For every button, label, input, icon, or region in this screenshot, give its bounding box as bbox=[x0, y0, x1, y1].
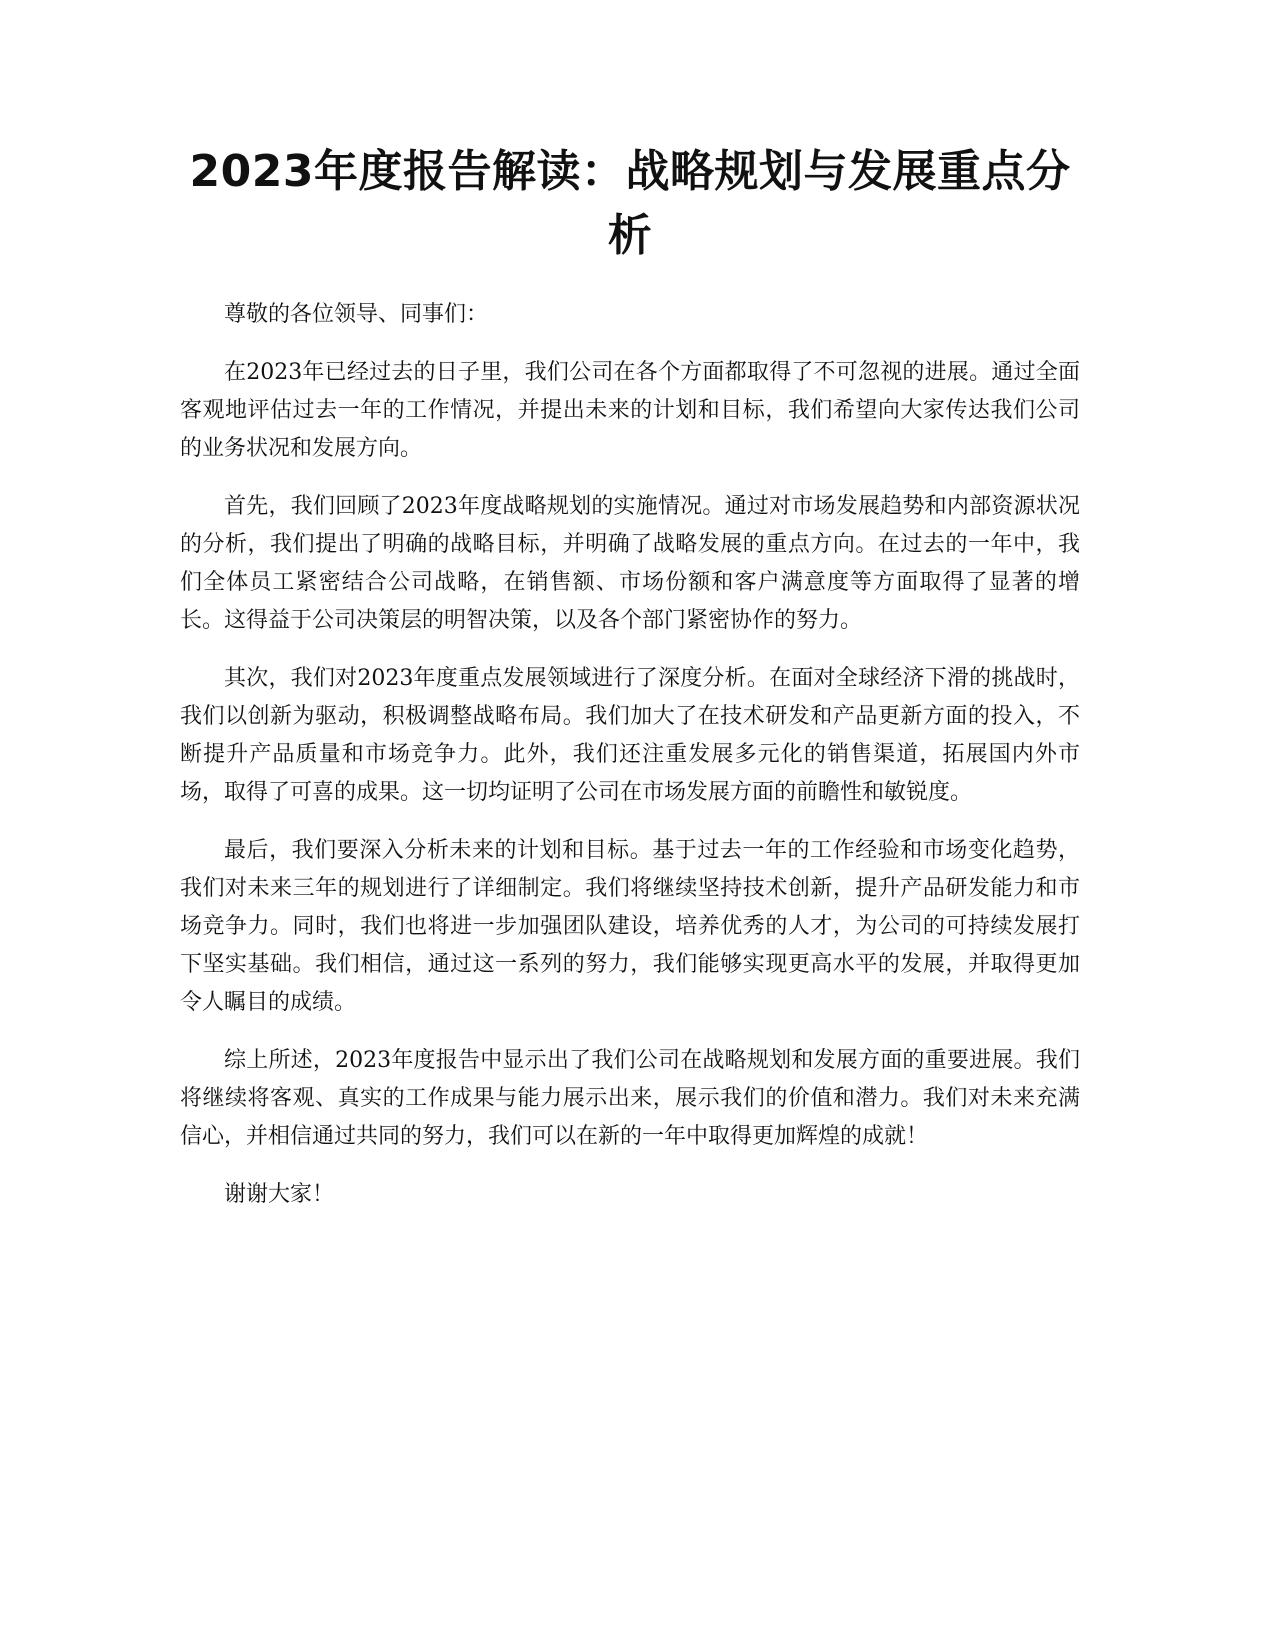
paragraph-2: 首先，我们回顾了2023年度战略规划的实施情况。通过对市场发展趋势和内部资源状况的分析，我们提出了明确的战略目标，并明确了战略发展的重点方向。在过去的一年中，我们全体员工紧密结合公司战略，在销售额、市场份额和客户满意度等方面取得了显著的增长。这得益于公司决策层的明智决策，以及各个部门紧密协作的努力。 bbox=[180, 494, 1080, 633]
greeting: 尊敬的各位领导、同事们： bbox=[224, 302, 489, 327]
closing: 谢谢大家！ bbox=[224, 1182, 335, 1207]
paragraph-5: 综上所述，2023年度报告中显示出了我们公司在战略规划和发展方面的重要进展。我们将继续将客观、真实的工作成果与能力展示出来，展示我们的价值和潜力。我们对未来充满信心，并相信通过共同的努力，我们可以在新的一年中取得更加辉煌的成就！ bbox=[180, 1048, 1080, 1149]
paragraph-4: 最后，我们要深入分析未来的计划和目标。基于过去一年的工作经验和市场变化趋势，我们对未来三年的规划进行了详细制定。我们将继续坚持技术创新，提升产品研发能力和市场竞争力。同时，我们也将进一步加强团队建设，培养优秀的人才，为公司的可持续发展打下坚实基础。我们相信，通过这一系列的努力，我们能够实现更高水平的发展，并取得更加令人瞩目的成绩。 bbox=[180, 838, 1080, 1015]
document-title: 2023年度报告解读：战略规划与发展重点分析 bbox=[189, 146, 1071, 261]
paragraph-1: 在2023年已经过去的日子里，我们公司在各个方面都取得了不可忽视的进展。通过全面客观地评估过去一年的工作情况，并提出未来的计划和目标，我们希望向大家传达我们公司的业务状况和发展方向。 bbox=[180, 360, 1080, 461]
paragraph-3: 其次，我们对2023年度重点发展领域进行了深度分析。在面对全球经济下滑的挑战时，我们以创新为驱动，积极调整战略布局。我们加大了在技术研发和产品更新方面的投入，不断提升产品质量和市场竞争力。此外，我们还注重发展多元化的销售渠道，拓展国内外市场，取得了可喜的成果。这一切均证明了公司在市场发展方面的前瞻性和敏锐度。 bbox=[180, 666, 1080, 805]
document-page bbox=[180, 140, 1080, 1234]
